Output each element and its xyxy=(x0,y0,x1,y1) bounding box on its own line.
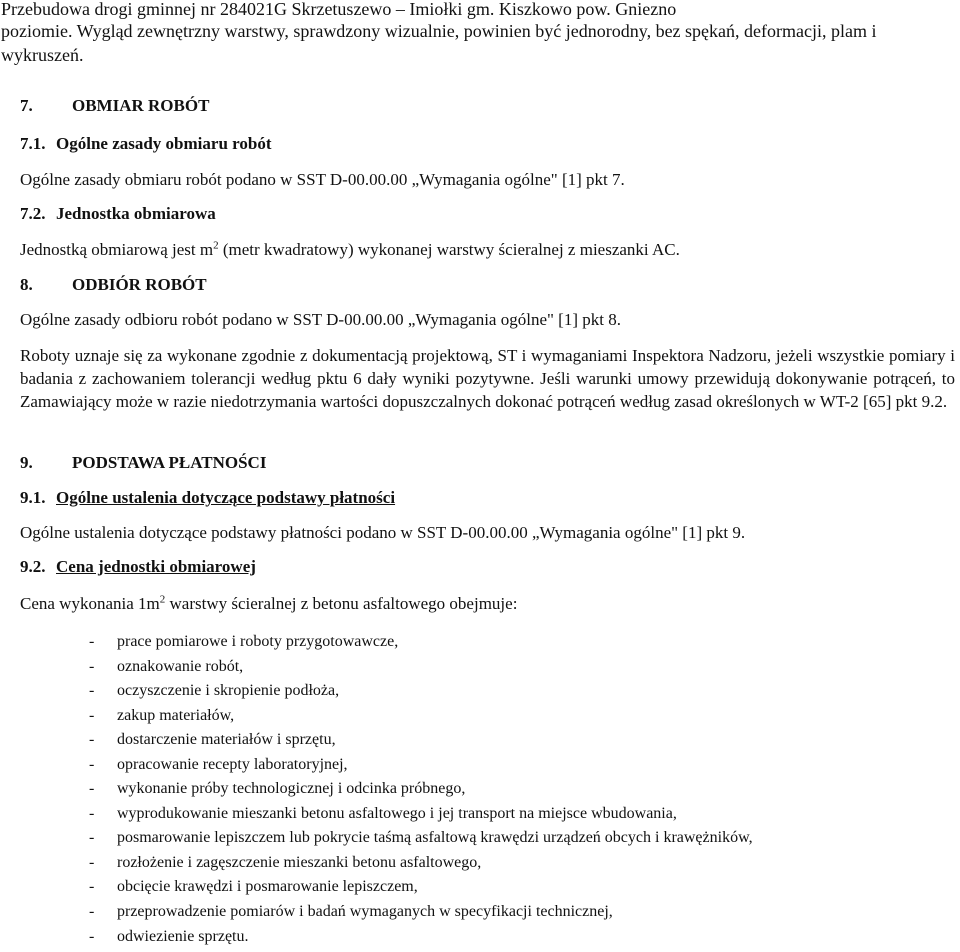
bullet-dash: - xyxy=(89,804,95,822)
section-9-1-heading xyxy=(20,487,395,509)
bullet-dash: - xyxy=(89,927,95,945)
bullet-dash: - xyxy=(89,755,95,773)
section-9-heading xyxy=(20,452,266,474)
section-7-2-heading xyxy=(20,203,216,225)
list-item-text: oznakowanie robót, xyxy=(117,657,244,675)
list-item-text: posmarowanie lepiszczem lub pokrycie taśmą asfaltową krawędzi urządzeń obcych i krawężników, xyxy=(117,829,753,847)
list-item-text: odwiezienie sprzętu. xyxy=(117,927,249,945)
list-item-text: wykonanie próby technologicznej i odcinka próbnego, xyxy=(117,780,466,798)
paragraph: Ogólne zasady obmiaru robót podano w SST D-00.00.00 „Wymagania ogólne" [1] pkt 7. xyxy=(20,170,625,189)
section-number: 9. xyxy=(20,453,33,472)
list-item-text: prace pomiarowe i roboty przygotowawcze, xyxy=(117,633,399,650)
paragraph: Ogólne zasady odbioru robót podano w SST D-00.00.00 „Wymagania ogólne" [1] pkt 8. xyxy=(20,310,621,329)
list-item-text: przeprowadzenie pomiarów i badań wymaganych w specyfikacji technicznej, xyxy=(117,903,613,921)
section-number: 7.2. xyxy=(20,204,46,223)
continuation-text-end: wykruszeń. xyxy=(1,45,84,65)
document-header: Przebudowa drogi gminnej nr 284021G Skrzetuszewo – Imiołki gm. Kiszkowo pow. Gniezno xyxy=(1,0,677,19)
list-item-text: opracowanie recepty laboratoryjnej, xyxy=(117,755,348,773)
bullet-dash: - xyxy=(89,903,95,921)
bullet-dash: - xyxy=(89,633,95,650)
paragraph-justified: Roboty uznaje się za wykonane zgodnie z dokumentacją projektową, ST i wymaganiami Inspektora Nadzoru, jeżeli wszystkie pomiary i badania z zachowaniem tolerancji według pktu 6 dały wyniki pozytywne. Jeśli warunki umowy przewidują dokonywanie potrąceń, to Zamawiający może w razie niedotrzymania wartości dopuszczalnych dokonać potrąceń według zasad określonych w WT-2 [65] pkt 9.2. xyxy=(20,346,955,411)
section-title: Cena jednostki obmiarowej xyxy=(56,557,256,576)
list-item-text: obcięcie krawędzi i posmarowanie lepiszczem, xyxy=(117,878,418,896)
bullet-dash: - xyxy=(89,682,95,700)
section-title: Ogólne zasady obmiaru robót xyxy=(56,134,272,153)
list-item-text: rozłożenie i zagęszczenie mieszanki betonu asfaltowego, xyxy=(117,853,482,871)
section-number: 7.1. xyxy=(20,134,46,153)
section-8-heading xyxy=(20,274,207,296)
section-title: Jednostka obmiarowa xyxy=(56,204,216,223)
paragraph: Ogólne ustalenia dotyczące podstawy płatności podano w SST D-00.00.00 „Wymagania ogólne" [1] pkt 9. xyxy=(20,523,746,542)
section-title: ODBIÓR ROBÓT xyxy=(72,275,207,294)
text-part: Cena wykonania 1m xyxy=(20,594,160,613)
list-item-text: oczyszczenie i skropienie podłoża, xyxy=(117,682,340,700)
paragraph xyxy=(20,593,517,615)
list-item-text: wyprodukowanie mieszanki betonu asfaltowego i jej transport na miejsce wbudowania, xyxy=(117,804,677,822)
section-9-2-heading xyxy=(20,556,256,578)
superscript: 2 xyxy=(213,239,219,252)
bullet-dash: - xyxy=(89,853,95,871)
bullet-dash: - xyxy=(89,657,95,675)
section-title: Ogólne ustalenia dotyczące podstawy płatności xyxy=(56,488,396,507)
section-number: 9.2. xyxy=(20,557,46,576)
section-title: PODSTAWA PŁATNOŚCI xyxy=(72,453,267,472)
section-number: 8. xyxy=(20,275,33,294)
list-item-text: zakup materiałów, xyxy=(117,706,235,724)
bullet-dash: - xyxy=(89,829,95,847)
section-7-heading xyxy=(20,95,209,117)
continuation-text: poziomie. Wygląd zewnętrzny warstwy, sprawdzony wizualnie, powinien być jednorodny, bez spękań, deformacji, plam i xyxy=(1,21,877,41)
text-part: Jednostką obmiarową jest m xyxy=(20,240,214,259)
section-7-1-heading xyxy=(20,133,272,155)
bullet-dash: - xyxy=(89,780,95,798)
section-number: 7. xyxy=(20,96,33,115)
paragraph xyxy=(20,239,680,261)
section-title: OBMIAR ROBÓT xyxy=(72,96,210,115)
list-item-text: dostarczenie materiałów i sprzętu, xyxy=(117,731,336,749)
text-part: (metr kwadratowy) wykonanej warstwy ścieralnej z mieszanki AC. xyxy=(218,240,680,259)
bullet-dash: - xyxy=(89,878,95,896)
text-part: warstwy ścieralnej z betonu asfaltowego obejmuje: xyxy=(165,594,518,613)
bullet-dash: - xyxy=(89,706,95,724)
section-number: 9.1. xyxy=(20,488,46,507)
superscript: 2 xyxy=(159,593,166,606)
bullet-dash: - xyxy=(89,731,95,749)
